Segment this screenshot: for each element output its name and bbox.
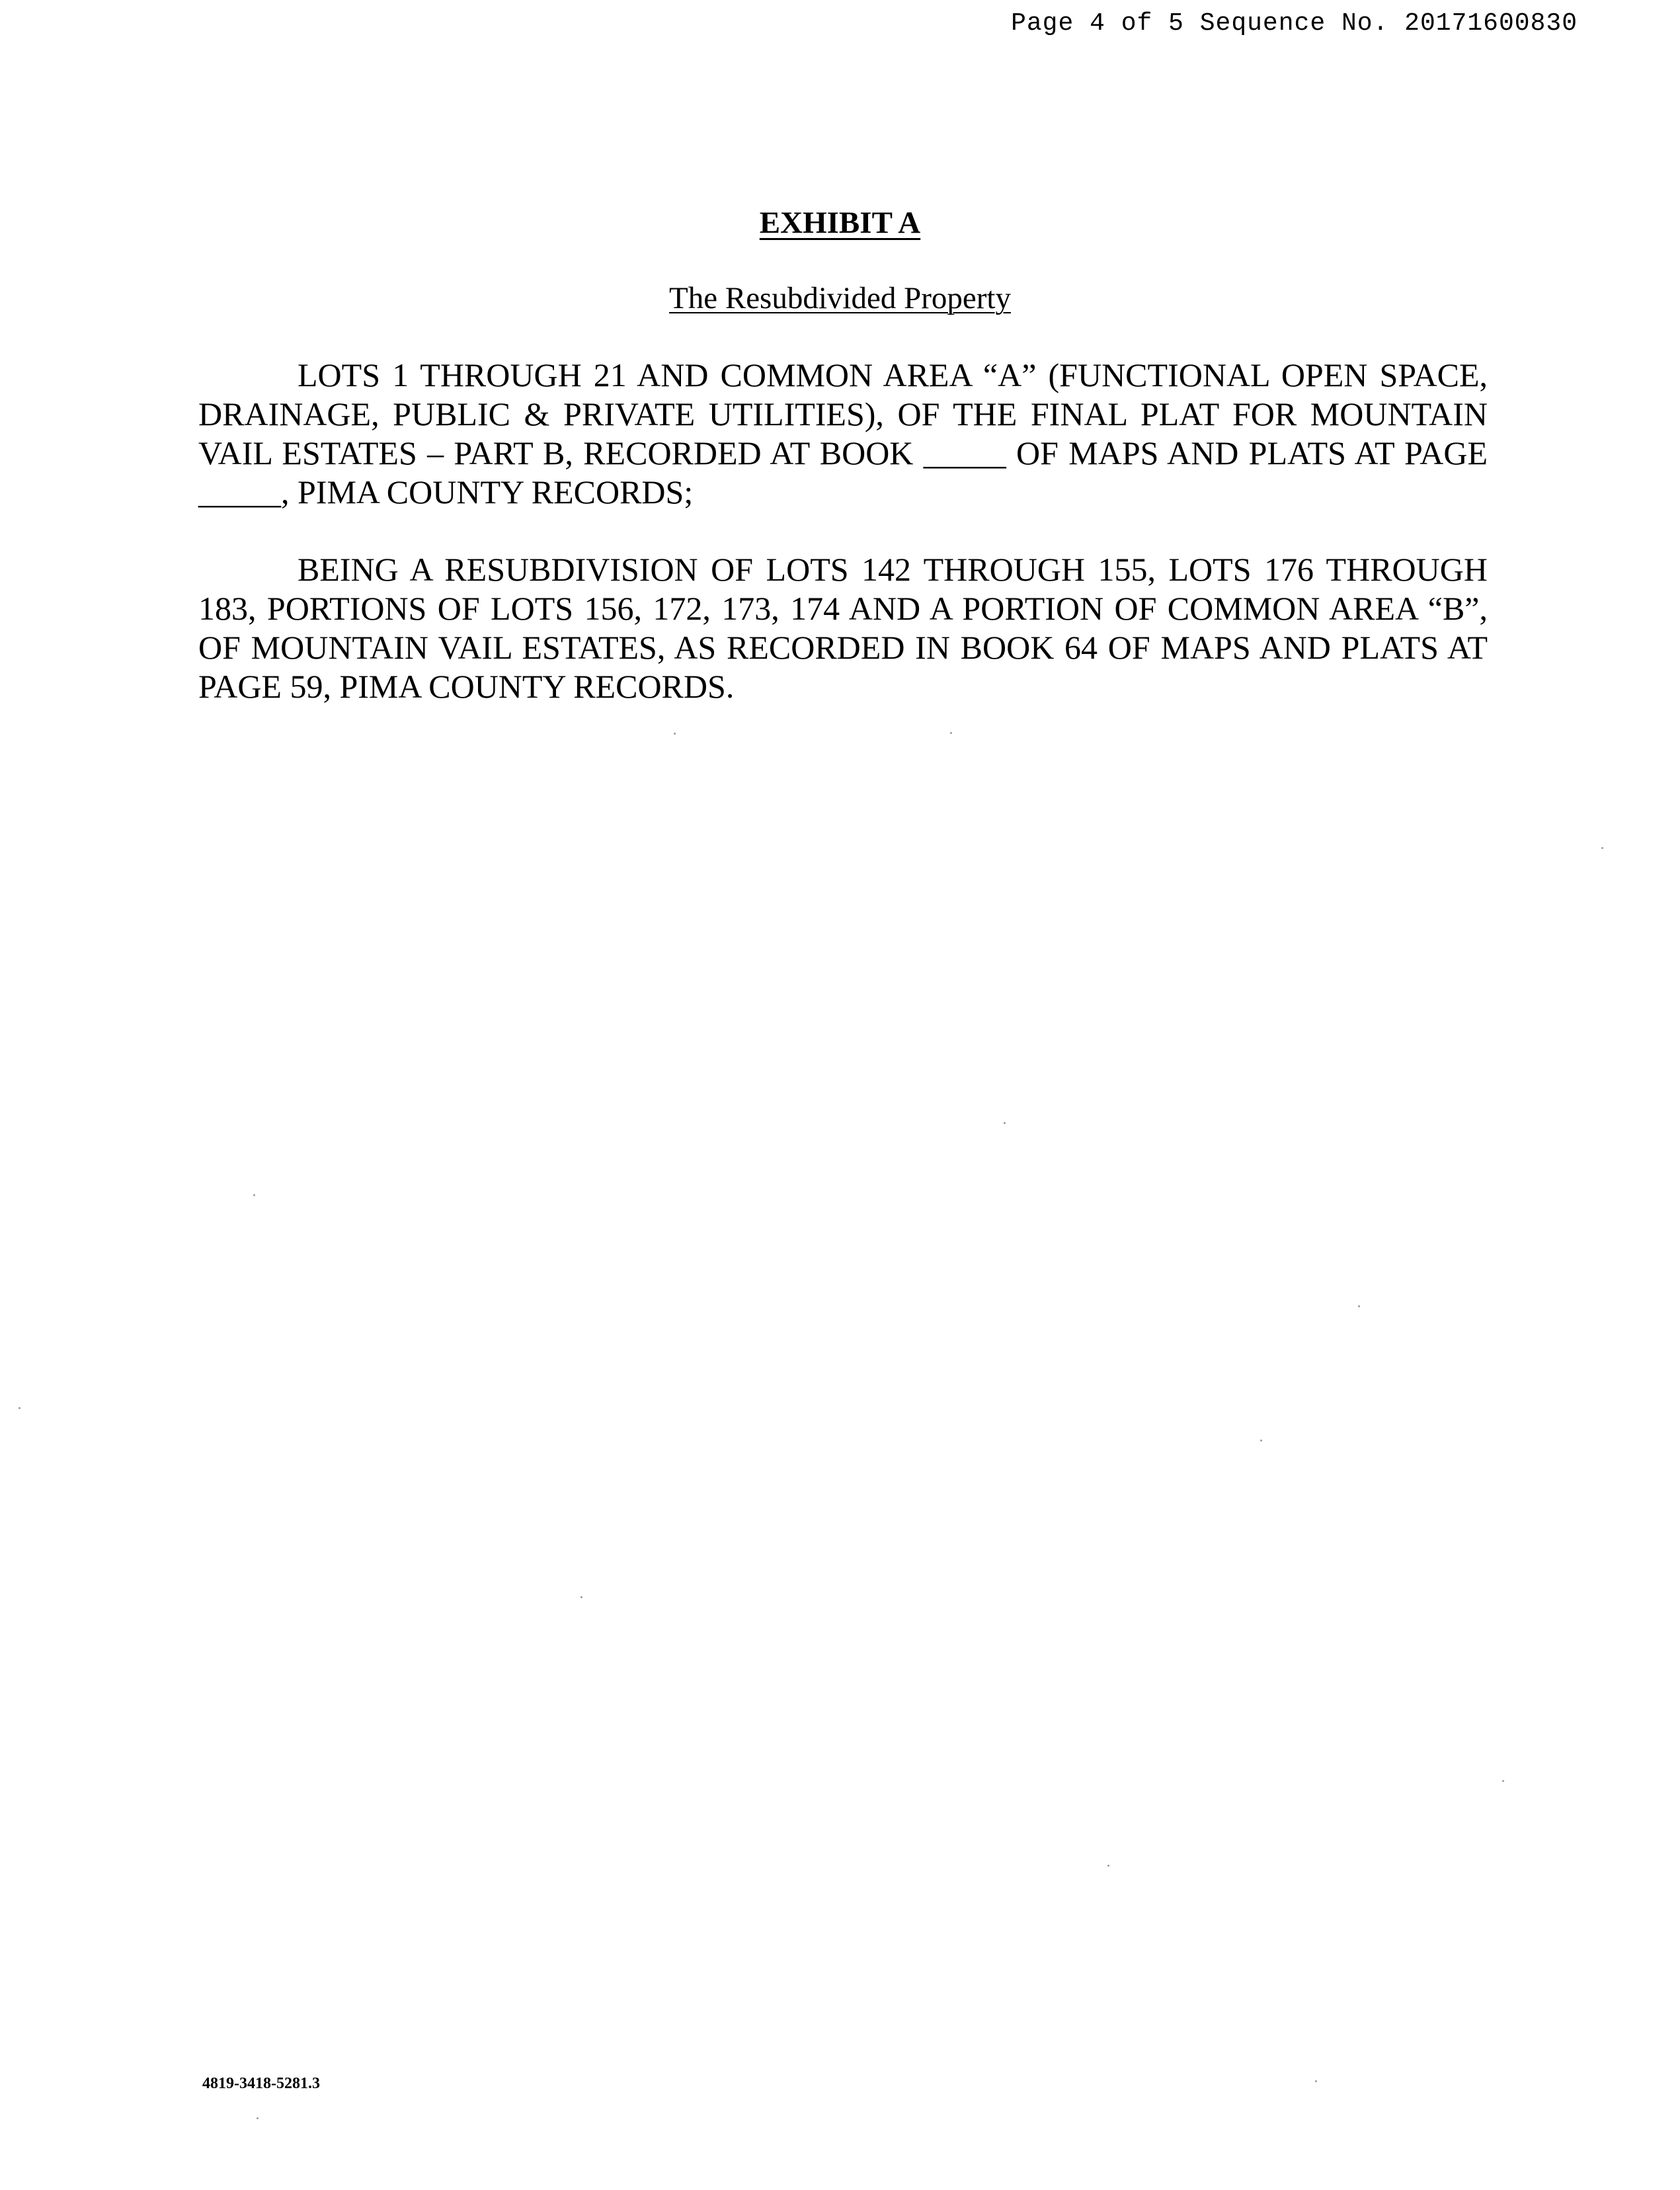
scan-speck xyxy=(1601,847,1603,849)
exhibit-title: EXHIBIT A xyxy=(759,206,921,240)
scan-speck xyxy=(1315,2080,1317,2082)
scan-speck xyxy=(1004,1122,1006,1124)
resubdivision-paragraph: BEING A RESUBDIVISION OF LOTS 142 THROUGH 155, LOTS 176 THROUGH 183, PORTIONS OF LOTS 156, 172, 173, 174 AND A PORTION OF COMMON AREA “B”, OF MOUNTAIN VAIL ESTATES, AS RECORDED IN BOOK 64 OF MAPS AND PLATS AT PAGE 59, PIMA COUNTY RECORDS. xyxy=(198,551,1488,705)
scan-speck xyxy=(253,1194,255,1196)
document-id: 4819-3418-5281.3 xyxy=(202,2075,320,2092)
property-description-paragraph: LOTS 1 THROUGH 21 AND COMMON AREA “A” (FUNCTIONAL OPEN SPACE, DRAINAGE, PUBLIC & PRIVATE UTILITIES), OF THE FINAL PLAT FOR MOUNTAIN VAIL ESTATES – PART B, RECORDED AT BOOK _____ OF MAPS AND PLATS AT PAGE _____, PIMA COUNTY RECORDS; xyxy=(198,356,1488,510)
exhibit-subtitle: The Resubdivided Property xyxy=(669,281,1011,315)
page-sequence-stamp: Page 4 of 5 Sequence No. 20171600830 xyxy=(1011,9,1578,38)
scan-speck xyxy=(950,732,952,734)
scan-speck xyxy=(1502,1780,1504,1782)
scan-speck xyxy=(19,1407,20,1409)
scan-speck xyxy=(1358,1305,1360,1307)
scan-speck xyxy=(674,733,676,735)
scan-speck xyxy=(1107,1865,1109,1867)
scan-speck xyxy=(257,2117,259,2119)
scan-speck xyxy=(1260,1440,1262,1441)
scan-speck xyxy=(580,1596,582,1598)
